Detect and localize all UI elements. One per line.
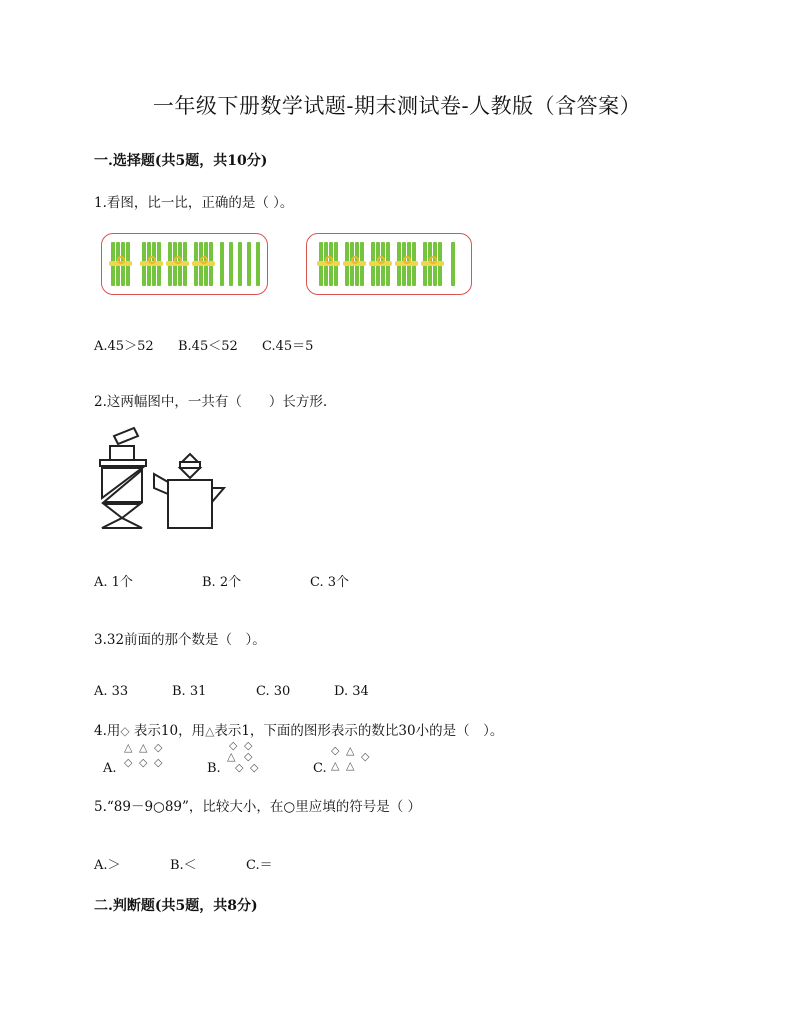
- spout-parallelogram-shape: [154, 474, 168, 494]
- bundle-figure-left: [101, 233, 268, 295]
- q3-option-c: C. 30: [256, 684, 291, 699]
- stick-bundle-icon: [168, 242, 187, 286]
- triangle-shape: [180, 468, 200, 478]
- question-4-text: [94, 719, 503, 739]
- page-title: 一年级下册数学试题-期末测试卷-人教版（含答案）: [152, 94, 642, 118]
- triangle-shape: [102, 518, 142, 528]
- single-stick-icon: [451, 242, 455, 286]
- diamond-icon: ◇: [244, 750, 253, 763]
- q1-option-c: C.45＝5: [262, 339, 314, 354]
- stick-bundle-icon: [345, 242, 364, 286]
- q5-option-c: C.＝: [246, 858, 273, 873]
- stick-bundle-icon: [319, 242, 338, 286]
- diamond-icon: ◇: [244, 739, 253, 752]
- handle-triangle-shape: [212, 488, 224, 502]
- q1-option-a: A.45＞52: [94, 339, 154, 354]
- shape-figures-diagram: [92, 422, 227, 534]
- body-square-shape: [168, 480, 212, 528]
- q4-option-c-label: C.: [313, 761, 327, 776]
- q4-text-b: 表示10，用: [129, 723, 206, 739]
- q5-option-b: B.＜: [170, 858, 197, 873]
- question-1-text: 1.看图，比一比，正确的是（ ）。: [94, 195, 294, 211]
- question-2-text: 2.这两幅图中，一共有（ ）长方形.: [94, 394, 328, 410]
- q3-option-d: D. 34: [334, 684, 369, 699]
- bundle-figure-right: [306, 233, 472, 295]
- triangle-shape: [104, 504, 140, 518]
- roof-triangle-shape: [182, 454, 198, 462]
- q1-option-b: B.45＜52: [178, 339, 238, 354]
- diamond-icon: ◇: [124, 756, 133, 769]
- question-5-text: 5.“89－9○89”，比较大小，在○里应填的符号是（ ）: [94, 799, 421, 815]
- single-stick-icon: [229, 242, 233, 286]
- section-heading-choice: 一.选择题(共5题，共10分): [94, 153, 268, 169]
- q3-option-b: B. 31: [172, 684, 207, 699]
- diamond-icon: ◇: [154, 741, 163, 754]
- triangle-icon: △: [331, 759, 340, 772]
- stick-bundle-icon: [194, 242, 213, 286]
- single-stick-icon: [238, 242, 242, 286]
- triangle-icon: △: [346, 744, 355, 757]
- stick-bundle-icon: [371, 242, 390, 286]
- triangle-icon: △: [205, 724, 215, 738]
- q3-option-a: A. 33: [94, 684, 129, 699]
- triangle-icon: △: [227, 750, 236, 763]
- triangle-icon: △: [346, 759, 355, 772]
- section-heading-judgement: 二.判断题(共5题，共8分): [94, 898, 258, 914]
- diamond-icon: ◇: [154, 756, 163, 769]
- q4-text-a: 4.用: [94, 723, 121, 739]
- thin-rectangle-shape: [100, 460, 146, 466]
- triangle-shape: [104, 470, 142, 502]
- single-stick-icon: [220, 242, 224, 286]
- triangle-shape: [102, 468, 142, 498]
- q4-option-b-label: B.: [207, 761, 221, 776]
- triangle-icon: △: [124, 741, 133, 754]
- single-stick-icon: [256, 242, 260, 286]
- diamond-icon: ◇: [229, 739, 238, 752]
- diamond-icon: ◇: [250, 761, 259, 774]
- stick-bundle-icon: [397, 242, 416, 286]
- q2-option-a: A. 1个: [94, 575, 133, 590]
- diamond-icon: ◇: [361, 750, 370, 763]
- top-rectangle-shape: [110, 446, 134, 460]
- stick-bundle-icon: [142, 242, 161, 286]
- q4-option-a-label: A.: [103, 761, 117, 776]
- diamond-icon: ◇: [331, 744, 340, 757]
- q2-option-b: B. 2个: [202, 575, 242, 590]
- single-stick-icon: [247, 242, 251, 286]
- diamond-icon: ◇: [120, 724, 130, 738]
- stick-bundle-icon: [423, 242, 442, 286]
- diamond-icon: ◇: [139, 756, 148, 769]
- stick-bundle-icon: [111, 242, 130, 286]
- q5-option-a: A.＞: [94, 858, 121, 873]
- triangle-icon: △: [139, 741, 148, 754]
- diamond-icon: ◇: [235, 761, 244, 774]
- q4-text-c: 表示1，下面的图形表示的数比30小的是（ ）。: [214, 723, 504, 739]
- question-3-text: 3.32前面的那个数是（ ）。: [94, 632, 266, 648]
- q2-option-c: C. 3个: [310, 575, 350, 590]
- tilted-square-shape: [114, 428, 138, 444]
